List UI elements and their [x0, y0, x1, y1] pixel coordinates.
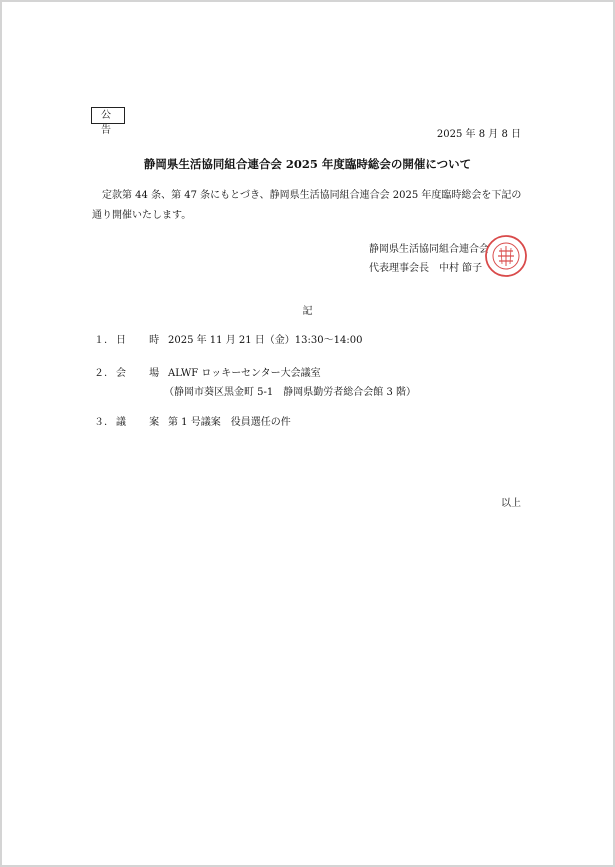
- section-marker: 記: [302, 306, 313, 317]
- venue-address: （静岡市葵区黒金町 5-1 静岡県勤労者総合会館 3 階）: [164, 387, 417, 398]
- item-value: ALWF ロッキーセンター大会議室: [168, 368, 321, 379]
- item-number: ３.: [94, 417, 108, 428]
- notice-label: 公 告: [91, 107, 125, 124]
- signer-organization: 静岡県生活協同組合連合会: [369, 244, 489, 255]
- agenda-item-datetime: [94, 331, 362, 350]
- item-number: ２.: [94, 368, 108, 379]
- document-date: 2025 年 8 月 8 日: [436, 129, 521, 140]
- item-label: 日 時: [116, 335, 170, 346]
- closing-mark: 以上: [501, 498, 521, 509]
- item-label: 会 場: [116, 368, 170, 379]
- body-paragraph: 定款第 44 条、第 47 条にもとづき、静岡県生活協同組合連合会 2025 年度臨時総会を下記の通り開催いたします。: [92, 190, 522, 221]
- item-number: １.: [94, 335, 108, 346]
- signer-name: 代表理事会長 中村 節子: [369, 263, 483, 274]
- agenda-item-proposal: [94, 413, 291, 432]
- official-seal-icon: [484, 234, 528, 278]
- signer-block: [369, 240, 489, 278]
- agenda-item-venue: [94, 364, 416, 402]
- document-title: 静岡県生活協同組合連合会 2025 年度臨時総会の開催について: [143, 157, 472, 171]
- item-value: 第 1 号議案 役員選任の件: [168, 417, 291, 428]
- item-label: 議 案: [116, 417, 170, 428]
- item-value: 2025 年 11 月 21 日（金）13:30〜14:00: [168, 335, 363, 346]
